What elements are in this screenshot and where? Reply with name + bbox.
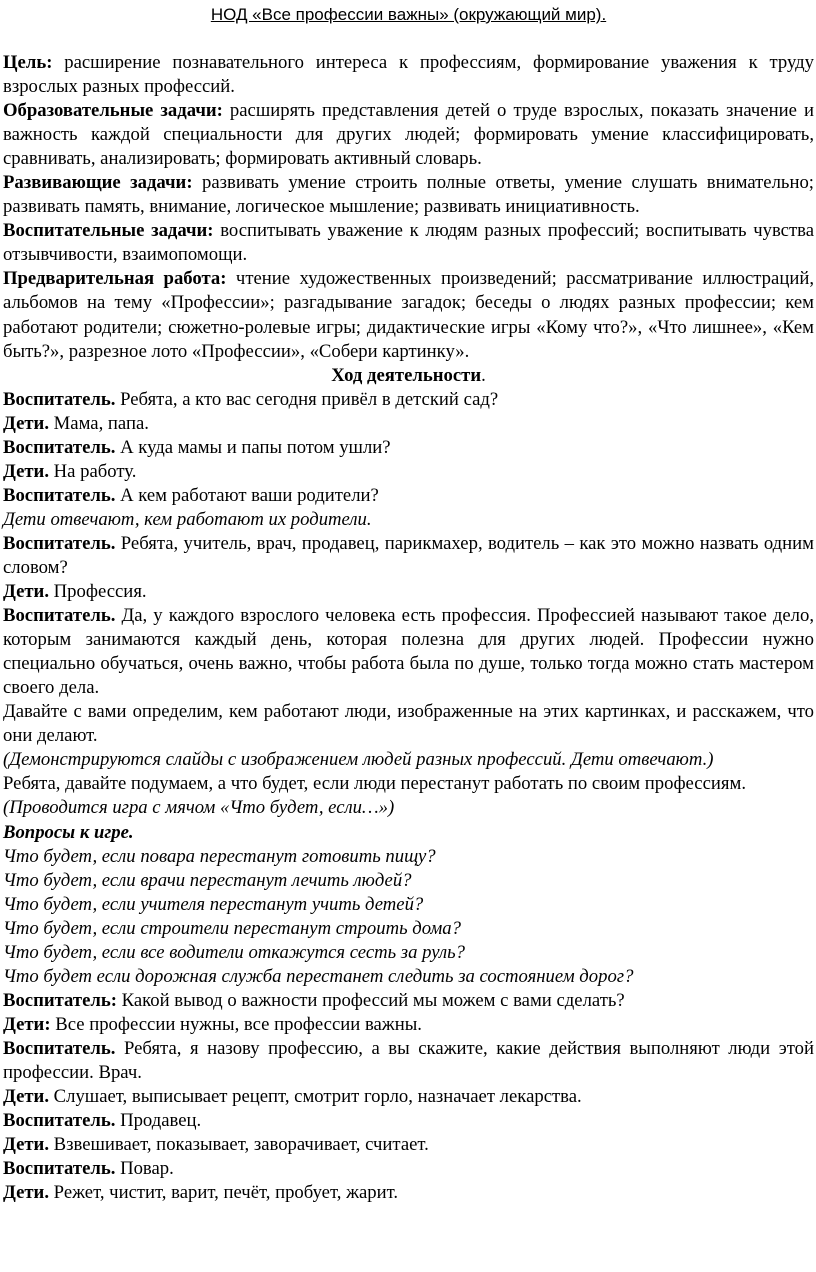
document-title: НОД «Все профессии важны» (окружающий мир). bbox=[210, 5, 607, 24]
speech: Какой вывод о важности профессий мы можем с вами сделать? bbox=[116, 989, 625, 1011]
dialogue-line bbox=[3, 1133, 814, 1157]
game-question: Что будет, если строители перестанут строить дома? bbox=[3, 917, 461, 939]
goal-text: расширение познавательного интереса к профессиям, формирование уважения к труду взрослых разных профессий. bbox=[3, 52, 814, 98]
dialogue-line bbox=[3, 1085, 814, 1109]
define-paragraph: Давайте с вами определим, кем работают люди, изображенные на этих картинках, и расскажем, что они делают. bbox=[3, 701, 814, 747]
speaker: Воспитатель. bbox=[3, 388, 116, 410]
dialogue-line bbox=[3, 388, 814, 412]
game-question: Что будет, если врачи перестанут лечить людей? bbox=[3, 869, 412, 891]
speaker: Воспитатель. bbox=[3, 1110, 116, 1132]
speaker: Дети. bbox=[3, 1182, 49, 1204]
speech: А куда мамы и папы потом ушли? bbox=[115, 436, 391, 458]
note-parents: Дети отвечают, кем работают их родители. bbox=[3, 508, 372, 530]
speaker: Воспитатель. bbox=[3, 1158, 116, 1180]
game-question: Что будет, если учителя перестанут учить детей? bbox=[3, 893, 424, 915]
speech: На работу. bbox=[49, 460, 137, 482]
speech: Взвешивает, показывает, заворачивает, считает. bbox=[49, 1134, 429, 1156]
game-question: Что будет если дорожная служба перестанет следить за состоянием дорог? bbox=[3, 965, 634, 987]
speaker: Дети: bbox=[3, 1013, 51, 1035]
goal-paragraph bbox=[3, 51, 814, 99]
upbr-tasks-text: воспитывать уважение к людям разных профессий; воспитывать чувства отзывчивости, взаимопомощи. bbox=[3, 220, 814, 266]
speech: Повар. bbox=[115, 1158, 174, 1180]
conclusion-question bbox=[3, 989, 814, 1013]
dev-tasks-paragraph bbox=[3, 171, 814, 219]
speaker: Дети. bbox=[3, 581, 49, 603]
speech: Ребята, а кто вас сегодня привёл в детский сад? bbox=[115, 388, 499, 410]
prelim-paragraph bbox=[3, 267, 814, 363]
speaker: Дети. bbox=[3, 412, 49, 434]
speech: Да, у каждого взрослого человека есть профессия. Профессией называют такое дело, которым занимаются каждый день, которая полезна для других людей. Профессии нужно специально обучаться, очень важно, чтобы работа была по душе, только тогда можно стать мастером своего дела. bbox=[3, 605, 814, 699]
think-paragraph: Ребята, давайте подумаем, а что будет, если люди перестанут работать по своим профессиям. bbox=[3, 773, 746, 795]
speech: Мама, папа. bbox=[49, 412, 149, 434]
speaker: Воспитатель. bbox=[3, 436, 116, 458]
game-question: Что будет, если все водители откажутся сесть за руль? bbox=[3, 941, 465, 963]
dialogue-line bbox=[3, 1181, 814, 1205]
dialogue-line bbox=[3, 1157, 814, 1181]
speaker: Воспитатель: bbox=[3, 989, 117, 1011]
dev-tasks-label: Развивающие задачи: bbox=[3, 172, 193, 194]
speech: Профессия. bbox=[49, 581, 147, 603]
speaker: Дети. bbox=[3, 1086, 49, 1108]
prelim-text: чтение художественных произведений; рассматривание иллюстраций, альбомов на тему «Профессии»; разгадывание загадок; беседы о людях разных профессии; кем работают родители; сюжетно-ролевые игры; дидактические игры «Кому что?», «Что лишнее», «Кем быть?», разрезное лото «Профессии», «Собери картинку». bbox=[3, 268, 814, 362]
note-game: (Проводится игра с мячом «Что будет, если…») bbox=[3, 797, 395, 819]
section-heading bbox=[3, 364, 814, 388]
speech: Продавец. bbox=[115, 1110, 202, 1132]
actions-intro bbox=[3, 1037, 814, 1085]
dialogue-line bbox=[3, 1109, 814, 1133]
edu-tasks-paragraph bbox=[3, 99, 814, 171]
section-heading-dot: . bbox=[481, 364, 486, 386]
speaker: Дети. bbox=[3, 460, 49, 482]
upbr-tasks-paragraph bbox=[3, 219, 814, 267]
questions-heading: Вопросы к игре. bbox=[3, 821, 134, 843]
speech: Все профессии нужны, все профессии важны. bbox=[50, 1013, 422, 1035]
dialogue-line bbox=[3, 412, 814, 436]
dialogue-line bbox=[3, 436, 814, 460]
dialogue-line bbox=[3, 484, 814, 508]
speaker: Воспитатель. bbox=[3, 484, 116, 506]
one-word-answer bbox=[3, 580, 814, 604]
speech: Ребята, я назову профессию, а вы скажите, какие действия выполняют люди этой профессии. Врач. bbox=[3, 1037, 814, 1083]
speaker: Дети. bbox=[3, 1134, 49, 1156]
speech: А кем работают ваши родители? bbox=[115, 484, 379, 506]
section-heading-text: Ход деятельности bbox=[331, 364, 482, 386]
dev-tasks-text: развивать умение строить полные ответы, умение слушать внимательно; развивать память, внимание, логическое мышление; развивать инициативность. bbox=[3, 172, 814, 218]
speaker: Воспитатель. bbox=[3, 532, 116, 554]
edu-tasks-text: расширять представления детей о труде взрослых, показать значение и важность каждой специальности для других людей; формировать умение классифицировать, сравнивать, анализировать; формировать активный словарь. bbox=[3, 100, 814, 170]
game-question: Что будет, если повара перестанут готовить пищу? bbox=[3, 845, 436, 867]
conclusion-answer bbox=[3, 1013, 814, 1037]
speech: Ребята, учитель, врач, продавец, парикмахер, водитель – как это можно назвать одним словом? bbox=[3, 532, 814, 578]
dialogue-line bbox=[3, 460, 814, 484]
speaker: Воспитатель. bbox=[3, 1037, 116, 1059]
speech: Слушает, выписывает рецепт, смотрит горло, назначает лекарства. bbox=[49, 1086, 582, 1108]
speaker: Воспитатель. bbox=[3, 605, 116, 627]
prelim-label: Предварительная работа: bbox=[3, 268, 227, 290]
speech: Режет, чистит, варит, печёт, пробует, жарит. bbox=[49, 1182, 399, 1204]
upbr-tasks-label: Воспитательные задачи: bbox=[3, 220, 214, 242]
one-word-question bbox=[3, 532, 814, 580]
note-slides: (Демонстрируются слайды с изображением людей разных профессий. Дети отвечают.) bbox=[3, 749, 714, 771]
explain-paragraph bbox=[3, 604, 814, 700]
goal-label: Цель: bbox=[3, 52, 53, 73]
edu-tasks-label: Образовательные задачи: bbox=[3, 100, 223, 122]
